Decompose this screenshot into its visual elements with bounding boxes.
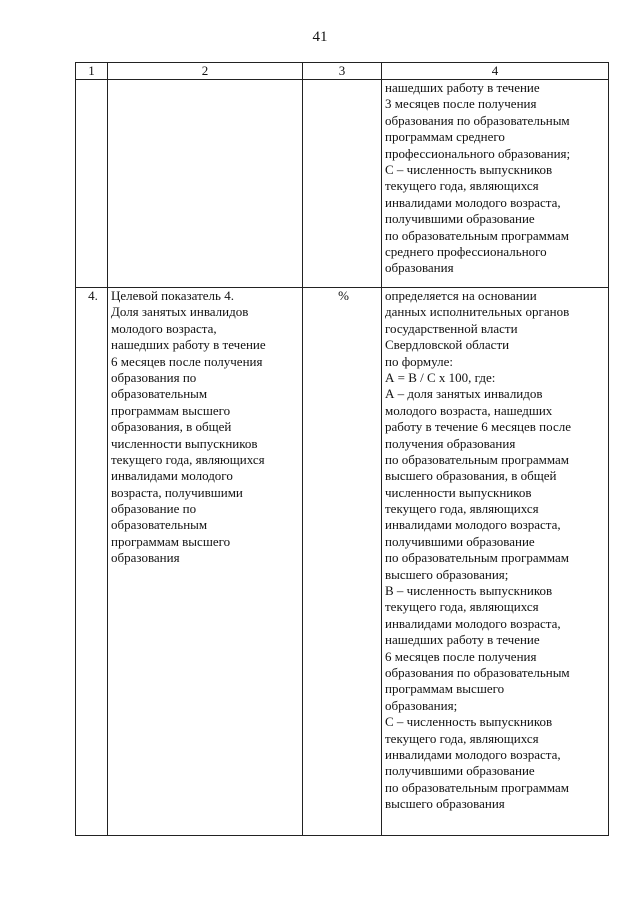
calculation-method-line: программам среднего [385, 129, 505, 145]
calculation-method-line: нашедших работу в течение [385, 80, 540, 95]
calculation-method-line: по образовательным программам [385, 779, 570, 795]
calculation-method-line: высшего образования; [385, 566, 509, 582]
column-header-1: 1 [76, 63, 108, 80]
column-header-4: 4 [382, 63, 609, 80]
calculation-method-line: инвалидами молодого возраста, [385, 517, 561, 533]
calculation-method-line: профессионального образования; [385, 145, 571, 161]
calculation-method-line: инвалидами молодого возраста, [385, 615, 561, 631]
calculation-method-line: нашедших работу в течение [385, 632, 540, 648]
calculation-method-line: образования; [385, 697, 458, 713]
table-row [76, 80, 609, 288]
indicator-name-line: инвалидами молодого [111, 468, 233, 484]
calculation-method-line: получившими образование [385, 763, 535, 779]
calculation-method-line: образования по образовательным [385, 664, 570, 680]
calculation-method-line: А = В / С х 100, где: [385, 369, 496, 385]
indicator-name-line: Доля занятых инвалидов [111, 304, 249, 320]
calculation-method-line: среднего профессионального [385, 243, 547, 259]
indicator-name-line: молодого возраста, [111, 320, 217, 336]
row-number-cell: 4. [76, 288, 108, 836]
table-header-row [76, 63, 609, 80]
unit-cell: % [303, 288, 382, 836]
calculation-method-line: образования [385, 260, 454, 276]
calculation-method-line: текущего года, являющихся [385, 730, 539, 746]
indicator-name-line: образования, в общей [111, 419, 232, 435]
calculation-method-line: высшего образования [385, 796, 505, 812]
calculation-method-line: по формуле: [385, 353, 453, 369]
calculation-method-line: по образовательным программам [385, 550, 570, 566]
calculation-method-line: молодого возраста, нашедших [385, 402, 553, 418]
calculation-method-cell [382, 80, 609, 288]
calculation-method-line: С – численность выпускников [385, 714, 553, 730]
indicator-name-line: образование по [111, 501, 197, 517]
indicator-name-line: текущего года, являющихся [111, 451, 265, 467]
table-row [76, 288, 609, 836]
indicator-name-line: образовательным [111, 386, 208, 402]
calculation-method-line: А – доля занятых инвалидов [385, 386, 543, 402]
indicator-name-line: численности выпускников [111, 435, 258, 451]
calculation-method-line: работу в течение 6 месяцев после [385, 419, 571, 435]
calculation-method-line: данных исполнительных органов [385, 304, 570, 320]
calculation-method-line: инвалидами молодого возраста, [385, 746, 561, 762]
indicator-name-cell [108, 288, 303, 836]
calculation-method-line: текущего года, являющихся [385, 599, 539, 615]
indicator-table [75, 62, 609, 836]
unit-cell [303, 80, 382, 288]
calculation-method-line: по образовательным программам [385, 451, 570, 467]
indicator-name-line: Целевой показатель 4. [111, 288, 234, 303]
calculation-method-cell [382, 288, 609, 836]
indicator-name-line: программам высшего [111, 402, 231, 418]
row-number-cell [76, 80, 108, 288]
calculation-method-line: государственной власти [385, 320, 518, 336]
calculation-method-line: 3 месяцев после получения [385, 96, 537, 112]
calculation-method-line: по образовательным программам [385, 227, 570, 243]
indicator-name-line: 6 месяцев после получения [111, 353, 263, 369]
indicator-name-line: образования по [111, 369, 197, 385]
calculation-method-line: 6 месяцев после получения [385, 648, 537, 664]
indicator-name-line: образования [111, 550, 180, 566]
calculation-method-line: высшего образования, в общей [385, 468, 557, 484]
indicator-name-line: возраста, получившими [111, 484, 243, 500]
column-header-2: 2 [108, 63, 303, 80]
calculation-method-line: В – численность выпускников [385, 583, 553, 599]
indicator-name-line: нашедших работу в течение [111, 337, 266, 353]
calculation-method-line: получившими образование [385, 533, 535, 549]
calculation-method-line: образования по образовательным [385, 112, 570, 128]
indicator-name-cell [108, 80, 303, 288]
calculation-method-line: определяется на основании [385, 288, 537, 303]
calculation-method-line: инвалидами молодого возраста, [385, 194, 561, 210]
calculation-method-line: получившими образование [385, 211, 535, 227]
indicator-name-line: образовательным [111, 517, 208, 533]
calculation-method-line: численности выпускников [385, 484, 532, 500]
calculation-method-line: С – численность выпускников [385, 161, 553, 177]
calculation-method-line: получения образования [385, 435, 516, 451]
calculation-method-line: текущего года, являющихся [385, 501, 539, 517]
page-number: 41 [312, 29, 328, 45]
column-header-3: 3 [303, 63, 382, 80]
calculation-method-line: Свердловской области [385, 337, 510, 353]
calculation-method-line: программам высшего [385, 681, 505, 697]
indicator-name-line: программам высшего [111, 533, 231, 549]
calculation-method-line: текущего года, являющихся [385, 178, 539, 194]
